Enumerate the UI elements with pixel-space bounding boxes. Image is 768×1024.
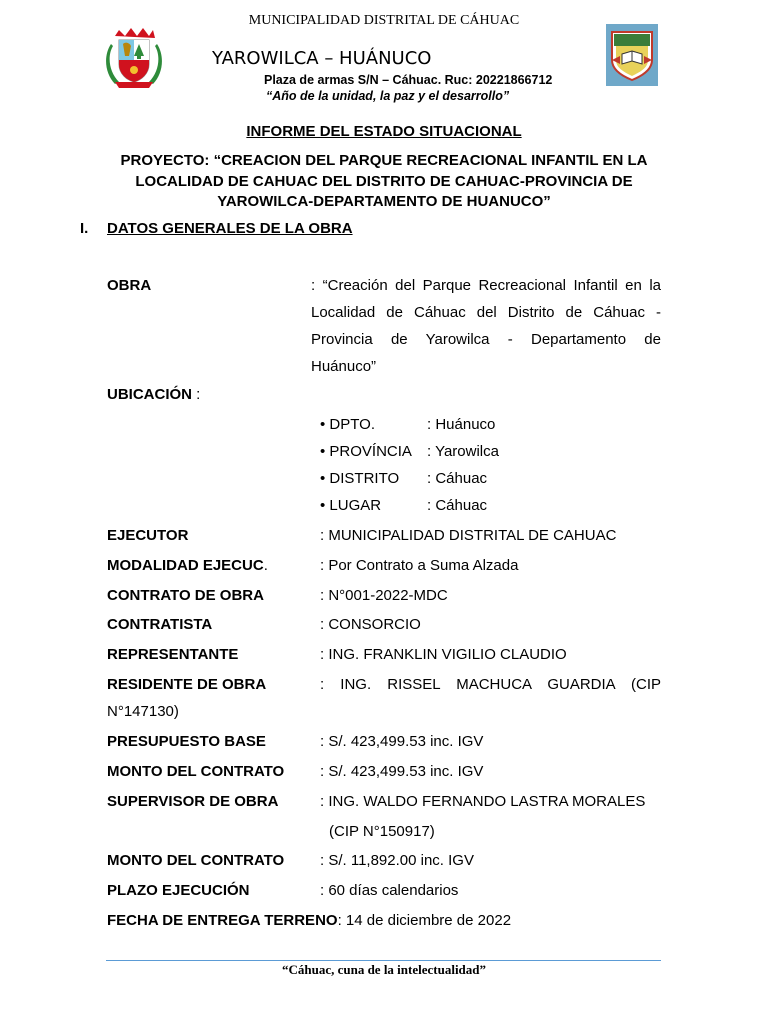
representante-value: : ING. FRANKLIN VIGILIO CLAUDIO (320, 646, 567, 663)
ubicacion-item-value: : Yarowilca (427, 443, 499, 460)
project-title-line: YAROWILCA-DEPARTAMENTO DE HUANUCO” (217, 193, 551, 210)
section-number: I. (80, 220, 89, 237)
presupuesto-value: : S/. 423,499.53 inc. IGV (320, 733, 484, 750)
fecha-entrega-value: : 14 de diciembre de 2022 (337, 912, 512, 929)
project-title-line: LOCALIDAD DE CAHUAC DEL DISTRITO DE CAHUAC-PROVINCIA DE (135, 172, 633, 190)
project-title (0, 151, 768, 213)
project-title-line: PROYECTO: “CREACION DEL PARQUE RECREACIONAL INFANTIL EN LA (120, 152, 648, 169)
ubicacion-colon: : (192, 386, 201, 403)
representante-label: REPRESENTANTE (107, 646, 239, 663)
obra-label: OBRA (107, 277, 152, 294)
contratista-value: : CONSORCIO (320, 616, 421, 633)
presupuesto-label: PRESUPUESTO BASE (107, 733, 266, 750)
monto-contrato-label: MONTO DEL CONTRATO (107, 763, 285, 780)
ejecutor-label: EJECUTOR (107, 527, 189, 544)
monto-supervision-value: : S/. 11,892.00 inc. IGV (320, 852, 474, 869)
fecha-entrega-label-text: FECHA DE ENTREGA TERRENO (107, 912, 338, 929)
residente-value-cont: N°147130) (107, 703, 179, 720)
ubicacion-item-value: : Huánuco (427, 416, 496, 433)
ubicacion-label-text: UBICACIÓN (107, 386, 192, 403)
ubicacion-label (107, 386, 200, 403)
obra-value-line: : “Creación del Parque Recreacional Infantil en la (311, 277, 661, 294)
footer-motto: “Cáhuac, cuna de la intelectualidad” (281, 962, 487, 977)
contrato-value: : N°001-2022-MDC (320, 587, 448, 604)
modalidad-label: MODALIDAD EJECUC. (107, 557, 268, 574)
ubicacion-item-value: : Cáhuac (427, 470, 488, 487)
section-title: DATOS GENERALES DE LA OBRA (107, 220, 353, 237)
obra-value-line: Huánuco” (311, 358, 377, 375)
contratista-label: CONTRATISTA (107, 616, 213, 633)
supervisor-value: : ING. WALDO FERNANDO LASTRA MORALES (320, 793, 646, 810)
supervisor-cip: (CIP N°150917) (329, 823, 435, 840)
region-name: YAROWILCA – HUÁNUCO (212, 48, 432, 69)
contrato-label: CONTRATO DE OBRA (107, 587, 264, 604)
year-motto: “Año de la unidad, la paz y el desarrollo” (266, 89, 510, 103)
plazo-value: : 60 días calendarios (320, 882, 459, 899)
ubicacion-item-key: • PROVÍNCIA (320, 443, 412, 460)
ubicacion-item-value: : Cáhuac (427, 497, 488, 514)
obra-value-line: Provincia de Yarowilca - Departamento de (311, 331, 661, 348)
monto-supervision-label: MONTO DEL CONTRATO (107, 852, 285, 869)
ejecutor-value: : MUNICIPALIDAD DISTRITAL DE CAHUAC (320, 527, 617, 544)
ubicacion-item-key: • DPTO. (320, 416, 375, 433)
residente-value: : ING. RISSEL MACHUCA GUARDIA (CIP (320, 676, 661, 693)
ubicacion-item-key: • DISTRITO (320, 470, 400, 487)
residente-label: RESIDENTE DE OBRA (107, 676, 267, 693)
peru-coat-of-arms-icon (105, 26, 163, 90)
modalidad-value: : Por Contrato a Suma Alzada (320, 557, 519, 574)
footer-divider (106, 960, 661, 961)
ubicacion-item-key: • LUGAR (320, 497, 382, 514)
plazo-label: PLAZO EJECUCIÓN (107, 882, 250, 899)
municipal-shield-icon (606, 24, 658, 86)
report-title: INFORME DEL ESTADO SITUACIONAL (246, 123, 522, 140)
fecha-entrega-label (107, 912, 511, 929)
obra-value-line: Localidad de Cáhuac del Distrito de Cáhuac - (311, 304, 661, 321)
monto-contrato-value: : S/. 423,499.53 inc. IGV (320, 763, 484, 780)
municipality-address: Plaza de armas S/N – Cáhuac. Ruc: 20221866712 (264, 73, 553, 87)
modalidad-label-text: MODALIDAD EJECUC (107, 557, 264, 574)
supervisor-label: SUPERVISOR DE OBRA (107, 793, 279, 810)
municipality-name: MUNICIPALIDAD DISTRITAL DE CÁHUAC (248, 13, 520, 28)
